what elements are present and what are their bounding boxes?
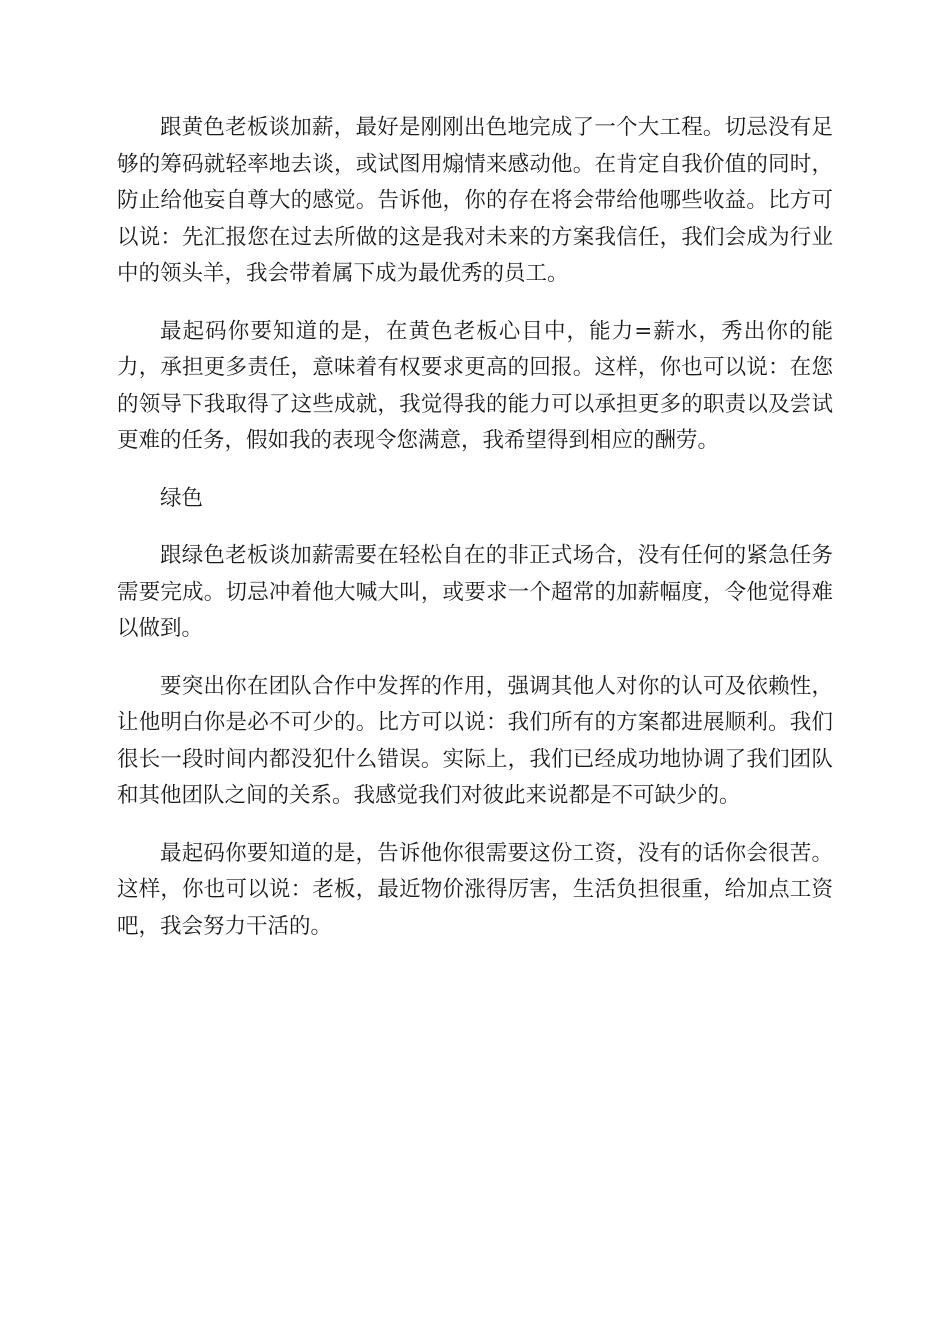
paragraph-yellow-boss-approach: 跟黄色老板谈加薪，最好是刚刚出色地完成了一个大工程。切忌没有足够的筹码就轻率地去谈，或试图用煽情来感动他。在肯定自我价值的同时，防止给他妄自尊大的感觉。告诉他，你的存在将会带给他哪些收益。比方可以说：先汇报您在过去所做的这是我对未来的方案我信任，我们会成为行业中的领头羊，我会带着属下成为最优秀的员工。	[117, 115, 833, 286]
paragraph-green-boss-approach: 跟绿色老板谈加薪需要在轻松自在的非正式场合，没有任何的紧急任务需要完成。切忌冲着他大喊大叫，或要求一个超常的加薪幅度，令他觉得难以做到。	[117, 543, 833, 641]
paragraph-yellow-boss-ability: 最起码你要知道的是，在黄色老板心目中，能力=薪水，秀出你的能力，承担更多责任，意味着有权要求更高的回报。这样，你也可以说：在您的领导下我取得了这些成就，我觉得我的能力可以承担更多的职责以及尝试更难的任务，假如我的表现令您满意，我希望得到相应的酬劳。	[117, 318, 833, 453]
section-heading-green: 绿色	[160, 485, 204, 511]
paragraph-green-boss-need: 最起码你要知道的是，告诉他你很需要这份工资，没有的话你会很苦。这样，你也可以说：老板，最近物价涨得厉害，生活负担很重，给加点工资吧，我会努力干活的。	[117, 840, 833, 939]
paragraph-green-boss-teamwork: 要突出你在团队合作中发挥的作用，强调其他人对你的认可及依赖性，让他明白你是必不可少的。比方可以说：我们所有的方案都进展顺利。我们很长一段时间内都没犯什么错误。实际上，我们已经成功地协调了我们团队和其他团队之间的关系。我感觉我们对彼此来说都是不可缺少的。	[117, 673, 833, 808]
document-page	[117, 110, 833, 966]
